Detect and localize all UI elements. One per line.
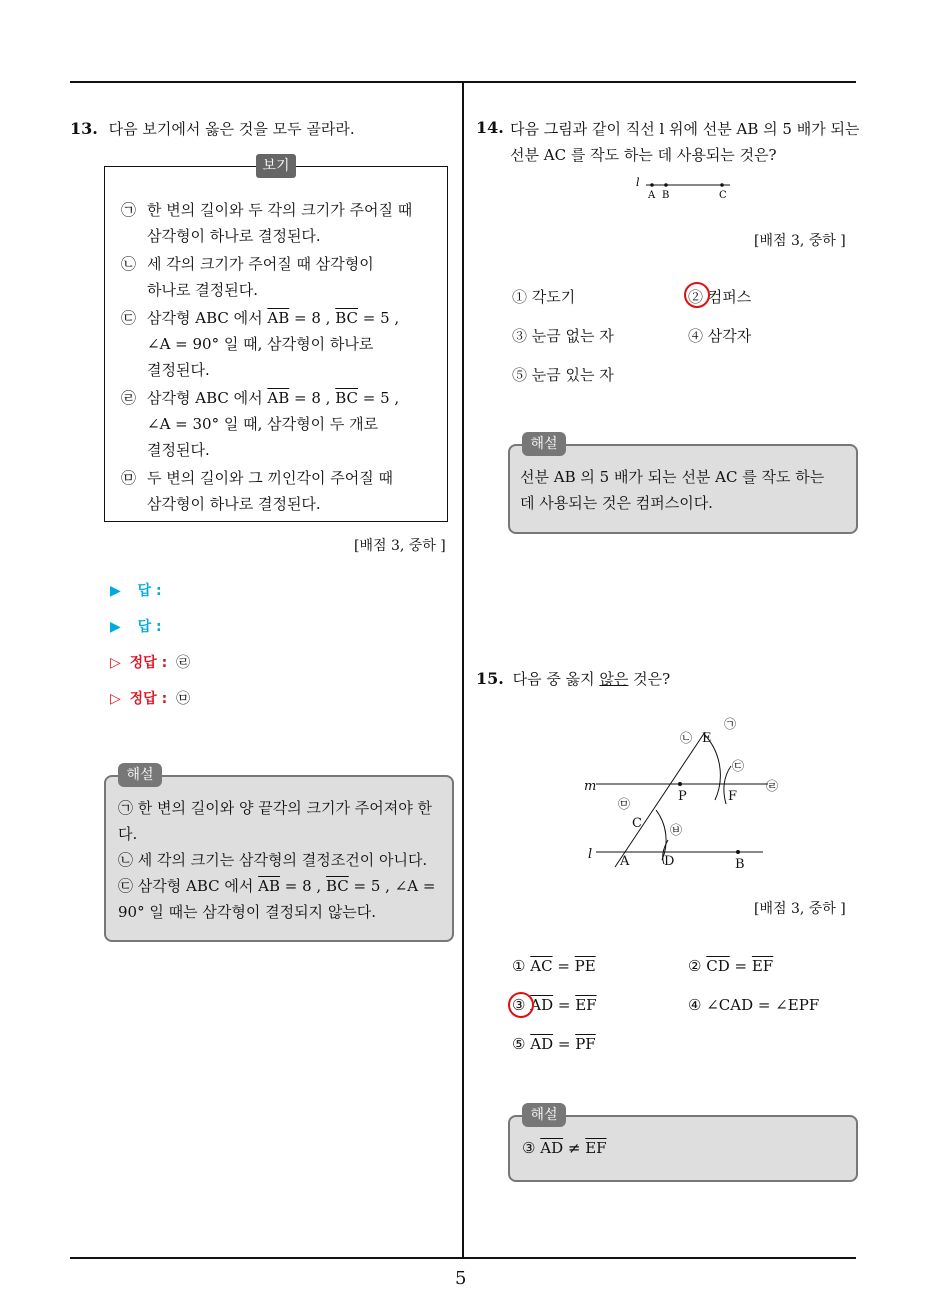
- q13-explain-line2: 다.: [118, 825, 138, 843]
- operator: =: [552, 957, 575, 975]
- label-c: C: [719, 190, 727, 201]
- q13-item-1-mark: ㉠: [121, 201, 137, 219]
- q13-item-4-line1: [147, 385, 399, 411]
- label-a: A: [648, 190, 656, 201]
- q13-item-2-line2: 하나로 결정된다.: [147, 281, 258, 299]
- q13-item-3-line3: 결정된다.: [147, 361, 210, 379]
- point-c: [720, 183, 724, 187]
- q13-item-1-line2: 삼각형이 하나로 결정된다.: [147, 227, 321, 245]
- q13-explain-eq2: = 5 , ∠A =: [348, 877, 436, 895]
- mark-k5: ㉤: [618, 797, 631, 811]
- q13-item-4-seg-ab: $\overline{AB}$: [267, 389, 290, 407]
- q13-item-5: [121, 465, 441, 517]
- q14-header: [476, 118, 504, 137]
- point-b: [664, 183, 668, 187]
- q15-option-2[interactable]: [688, 957, 773, 975]
- q13-score: [배점 3, 중하 ]: [354, 538, 446, 554]
- explain-operator: ≠: [563, 1139, 586, 1157]
- q14-option-5[interactable]: ⑤ 눈금 있는 자: [512, 366, 614, 384]
- q13-explain-eq1: = 8 ,: [280, 877, 322, 895]
- q13-correct-row-1: [110, 652, 190, 672]
- label-a: A: [620, 854, 630, 869]
- triangle-outline-icon: ▷: [110, 655, 121, 671]
- q13-item-3: [121, 305, 441, 383]
- q13-item-3-line2: ∠A = 90° 일 때, 삼각형이 하나로: [147, 335, 374, 353]
- segment-2: $\overline{PE}$: [574, 957, 596, 975]
- mark-k6: ㉥: [670, 823, 683, 837]
- label-b: B: [662, 190, 670, 201]
- q13-explanation-box: [104, 775, 454, 942]
- q14-explain-line2: 데 사용되는 것은 컴퍼스이다.: [520, 494, 713, 512]
- q14-score: [배점 3, 중하 ]: [754, 233, 846, 249]
- segment-2: $\overline{EF}$: [751, 957, 774, 975]
- q13-item-4-eq2: = 5 ,: [358, 389, 400, 407]
- q13-explain-line1: ㉠ 한 변의 길이와 양 끝각의 크기가 주어져야 한: [118, 799, 432, 817]
- q13-item-2: [121, 251, 441, 303]
- segment-1: $\overline{AD}$: [530, 996, 554, 1014]
- label-p: P: [678, 789, 687, 804]
- point-a: [650, 183, 654, 187]
- q13-item-5-mark: ㉤: [121, 469, 137, 487]
- column-divider: [462, 82, 464, 1258]
- q13-explain-seg-ab: $\overline{AB}$: [258, 877, 281, 895]
- q13-answer-row-2: [110, 616, 162, 636]
- q14-option-1[interactable]: ① 각도기: [512, 288, 576, 306]
- q15-score: [배점 3, 중하 ]: [754, 901, 846, 917]
- explain-number: ③: [522, 1139, 536, 1157]
- q13-correct-row-2: [110, 688, 190, 708]
- q13-item-4: [121, 385, 441, 463]
- segment-1: $\overline{AC}$: [530, 957, 553, 975]
- correct-label: 정답 :: [129, 691, 168, 707]
- q13-item-3-text: 삼각형 ABC 에서: [147, 309, 263, 327]
- q15-selected-mark: [508, 992, 534, 1018]
- q15-question-underlined: 않은: [599, 670, 629, 688]
- segment-2: $\overline{PF}$: [575, 1035, 596, 1053]
- q13-item-2-mark: ㉡: [121, 255, 137, 273]
- label-b: B: [735, 857, 745, 872]
- operator: =: [729, 957, 752, 975]
- mark-k1: ㉠: [724, 717, 737, 731]
- q15-option-1[interactable]: [512, 957, 596, 975]
- q13-header: [70, 118, 355, 139]
- q13-explain-line3: ㉡ 세 각의 크기는 삼각형의 결정조건이 아니다.: [118, 851, 428, 869]
- q13-item-3-mark: ㉢: [121, 309, 137, 327]
- label-f: F: [728, 789, 738, 804]
- q13-item-4-mark: ㉣: [121, 389, 137, 407]
- correct-value: ㉤: [176, 691, 191, 707]
- q13-choices-box: [104, 166, 448, 522]
- q15-explain-line: [522, 1135, 607, 1161]
- q13-item-2-line1: 세 각의 크기가 주어질 때 삼각형이: [147, 255, 374, 273]
- label-e: E: [702, 731, 712, 746]
- q14-option-4[interactable]: ④ 삼각자: [688, 327, 752, 345]
- option-number: ③: [512, 996, 526, 1014]
- operator: =: [553, 1035, 576, 1053]
- q14-figure: [630, 172, 740, 202]
- q14-number: 14.: [476, 118, 504, 137]
- answer-label: 답 :: [137, 583, 162, 599]
- q13-item-3-seg-ab: $\overline{AB}$: [267, 309, 290, 327]
- q13-explain-line4: [118, 873, 435, 899]
- q13-item-1: [121, 197, 441, 249]
- bottom-rule: [70, 1257, 856, 1259]
- option-number: ④: [688, 996, 702, 1014]
- q13-item-3-eq1: = 8 ,: [289, 309, 331, 327]
- q15-figure: [578, 712, 788, 872]
- correct-label: 정답 :: [129, 655, 168, 671]
- label-c: C: [632, 816, 642, 831]
- q15-header: [476, 668, 670, 689]
- option-text: ∠CAD = ∠EPF: [706, 996, 820, 1014]
- q13-item-5-line2: 삼각형이 하나로 결정된다.: [147, 495, 321, 513]
- q13-item-4-text: 삼각형 ABC 에서: [147, 389, 263, 407]
- q15-question-b: 것은?: [633, 670, 671, 688]
- mark-k2: ㉡: [680, 731, 693, 745]
- segment-1: $\overline{AD}$: [530, 1035, 554, 1053]
- label-l: l: [636, 176, 640, 189]
- q13-explanation-label: 해설: [118, 763, 162, 787]
- q14-question-line1: 다음 그림과 같이 직선 l 위에 선분 AB 의 5 배가 되는: [510, 120, 860, 138]
- q13-item-4-seg-bc: $\overline{BC}$: [335, 389, 358, 407]
- option-number: ②: [688, 957, 702, 975]
- point-b: [736, 850, 740, 854]
- q13-item-4-line3: 결정된다.: [147, 441, 210, 459]
- q15-number: 15.: [476, 669, 504, 688]
- q13-explain-seg-bc: $\overline{BC}$: [325, 877, 349, 895]
- option-number: ①: [512, 957, 526, 975]
- q14-explanation-label: 해설: [522, 432, 566, 456]
- q13-question: 다음 보기에서 옳은 것을 모두 골라라.: [108, 120, 355, 138]
- q14-selected-mark: [684, 282, 710, 308]
- q13-number: 13.: [70, 119, 98, 138]
- q13-item-3-seg-bc: $\overline{BC}$: [335, 309, 358, 327]
- q13-item-4-eq1: = 8 ,: [289, 389, 331, 407]
- q13-item-5-line1: 두 변의 길이와 그 끼인각이 주어질 때: [147, 469, 393, 487]
- q13-item-1-line1: 한 변의 길이와 두 각의 크기가 주어질 때: [147, 201, 413, 219]
- label-l: l: [588, 847, 593, 862]
- label-m: m: [584, 779, 597, 794]
- q14-option-3[interactable]: ③ 눈금 없는 자: [512, 327, 614, 345]
- explain-segment-1: $\overline{AD}$: [540, 1139, 564, 1157]
- explain-segment-2: $\overline{EF}$: [585, 1139, 607, 1157]
- point-p: [678, 782, 682, 786]
- triangle-outline-icon: ▷: [110, 691, 121, 707]
- q13-item-4-line2: ∠A = 30° 일 때, 삼각형이 두 개로: [147, 415, 379, 433]
- q13-item-3-eq2: = 5 ,: [358, 309, 400, 327]
- mark-k4: ㉣: [766, 779, 779, 793]
- label-d: D: [664, 854, 675, 869]
- q15-option-5[interactable]: [512, 1035, 596, 1053]
- q13-box-label: 보기: [256, 154, 296, 178]
- answer-label: 답 :: [137, 619, 162, 635]
- segment-2: $\overline{EF}$: [575, 996, 597, 1014]
- play-arrow-icon: ▶: [110, 619, 121, 635]
- correct-value: ㉣: [176, 655, 191, 671]
- q15-question-a: 다음 중 옳지: [512, 670, 595, 688]
- q15-explanation-label: 해설: [522, 1103, 566, 1127]
- option-number: ⑤: [512, 1035, 526, 1053]
- play-arrow-icon: ▶: [110, 583, 121, 599]
- q14-option-2[interactable]: ② 컴퍼스: [688, 288, 752, 306]
- q13-item-3-line1: [147, 305, 399, 331]
- q14-explain-line1: 선분 AB 의 5 배가 되는 선분 AC 를 작도 하는: [520, 468, 825, 486]
- q14-question-line2: 선분 AC 를 작도 하는 데 사용되는 것은?: [510, 146, 777, 164]
- q14-explanation-box: [508, 444, 858, 534]
- q15-option-4[interactable]: [688, 996, 819, 1014]
- segment-1: $\overline{CD}$: [706, 957, 730, 975]
- q13-explain-text: ㉢ 삼각형 ABC 에서: [118, 877, 254, 895]
- q13-answer-row-1: [110, 580, 162, 600]
- operator: =: [553, 996, 576, 1014]
- mark-k3: ㉢: [732, 759, 745, 773]
- page-number: 5: [455, 1268, 467, 1289]
- q13-explain-line5: 90° 일 때는 삼각형이 결정되지 않는다.: [118, 903, 377, 921]
